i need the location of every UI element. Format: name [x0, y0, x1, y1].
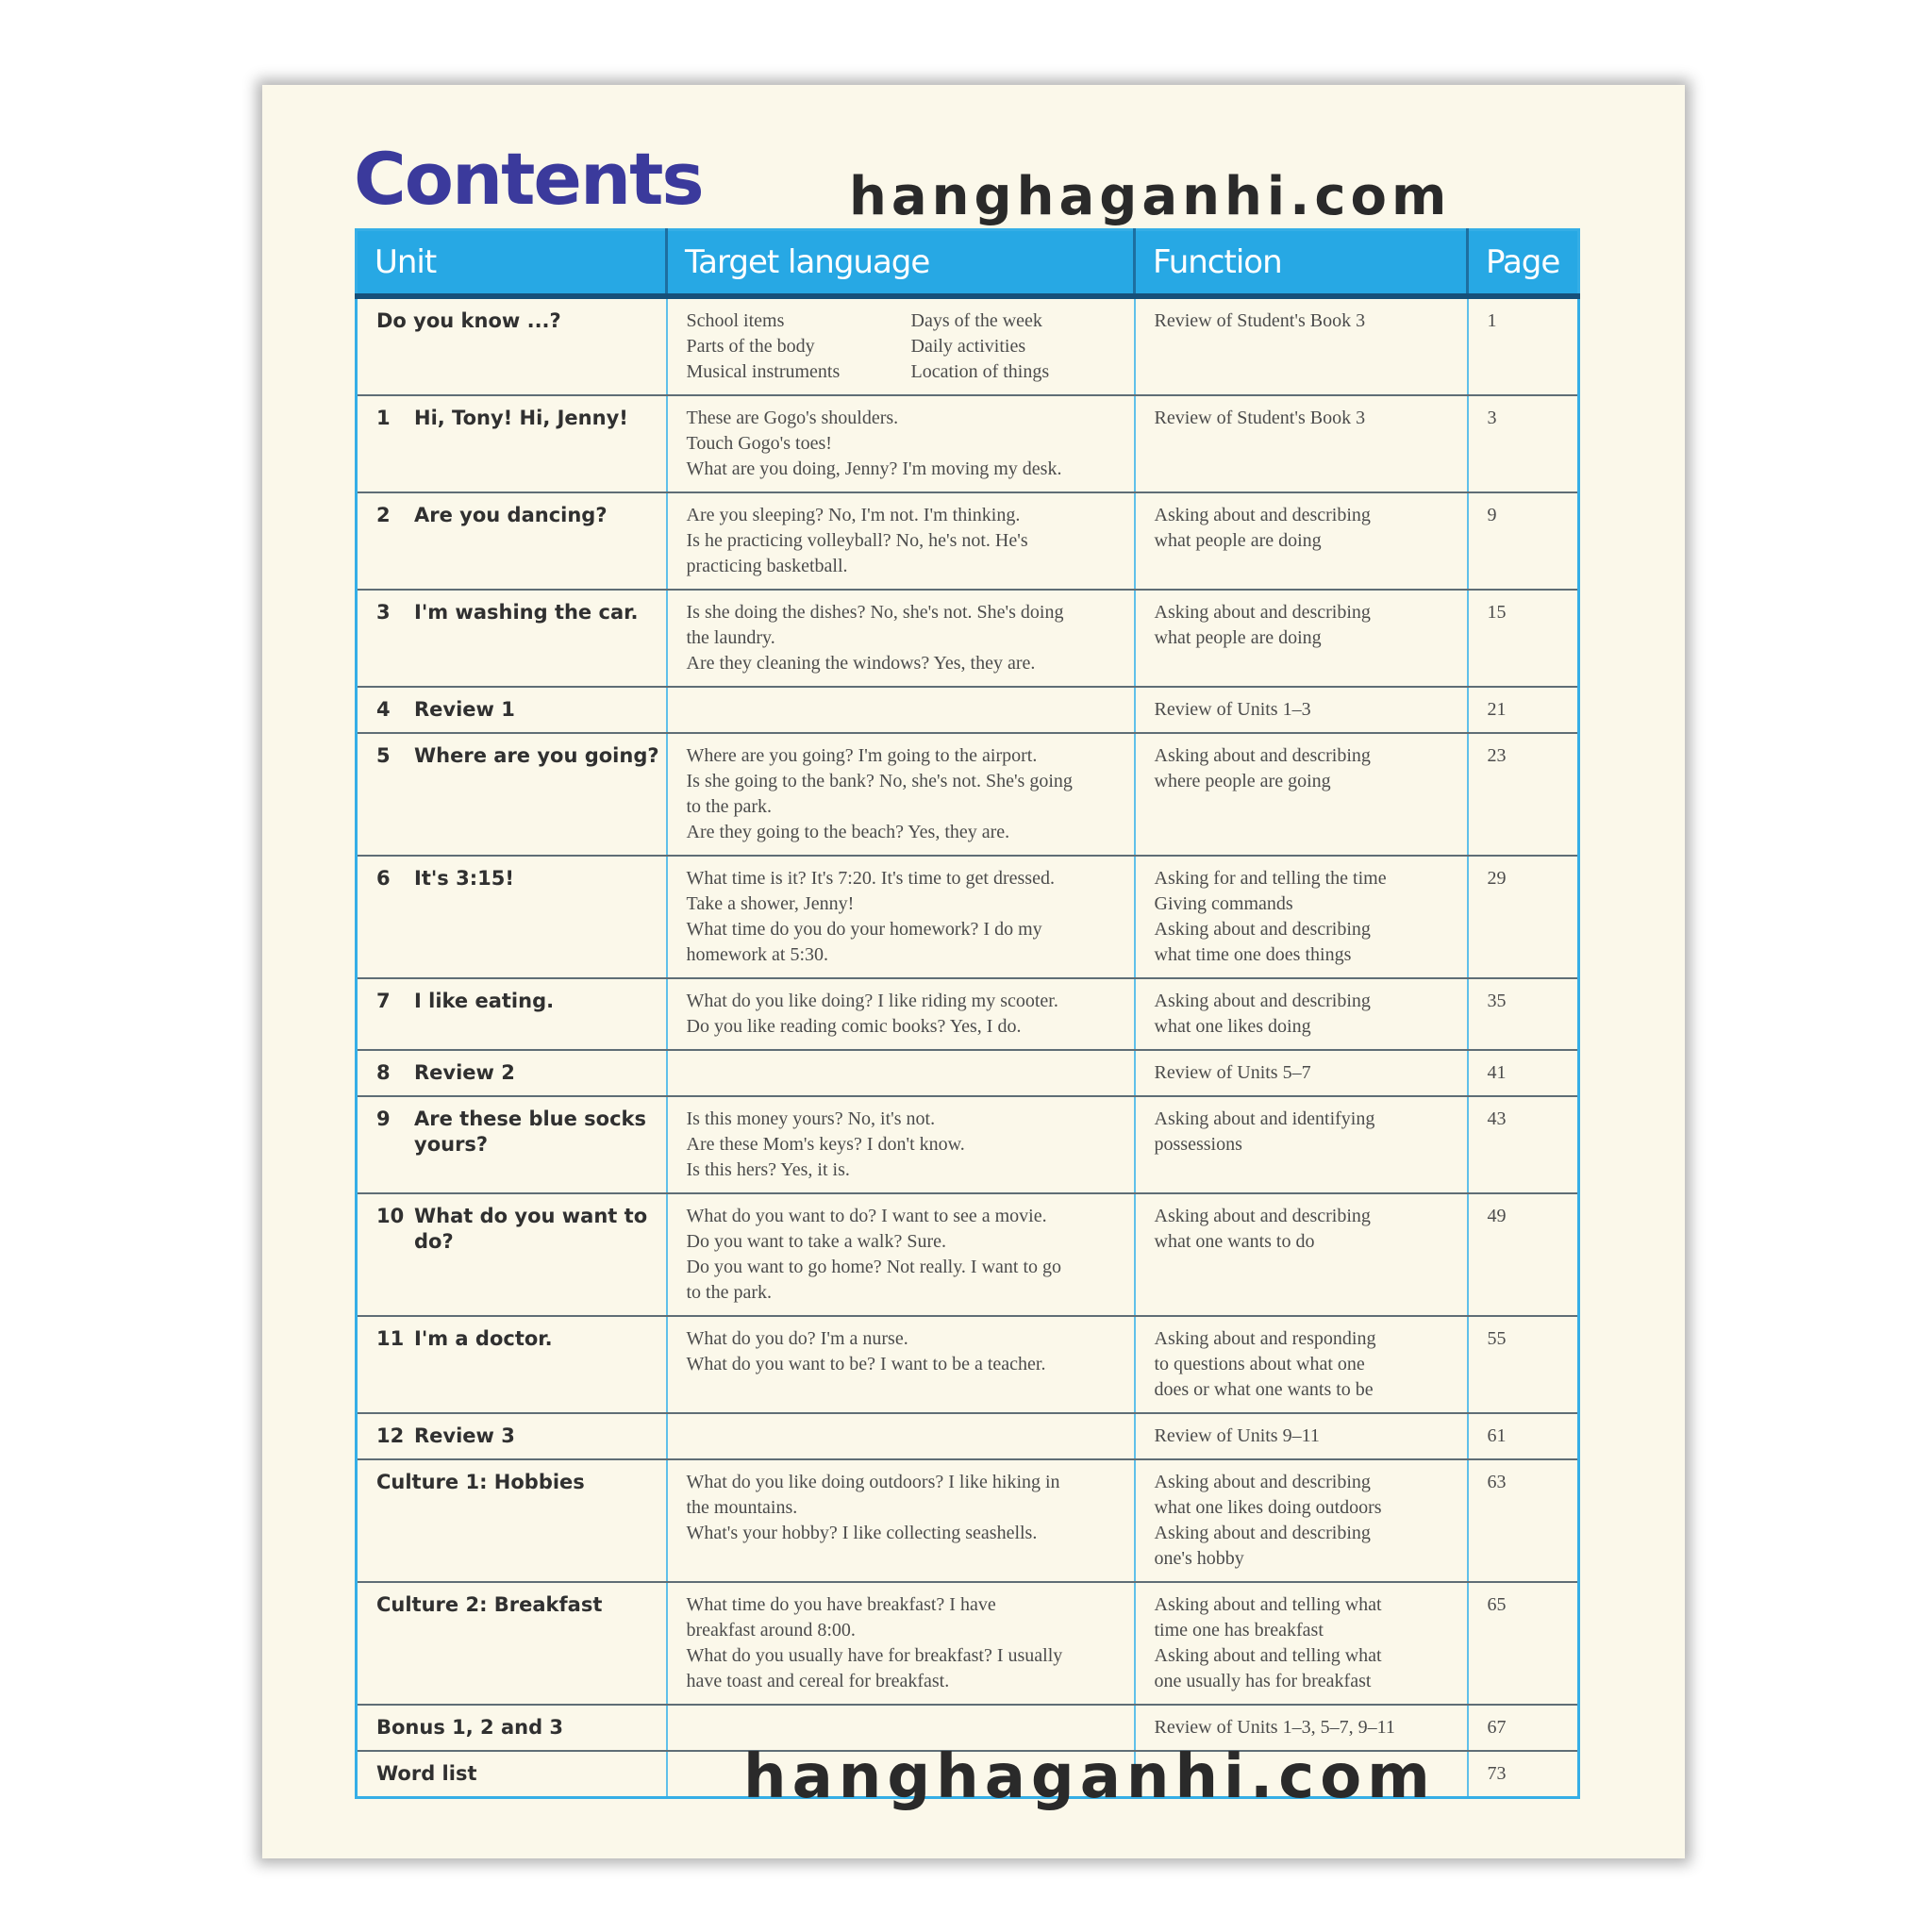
- target-language-line: have toast and cereal for breakfast.: [686, 1671, 950, 1691]
- unit-title: Where are you going?: [414, 744, 659, 767]
- target-language-line: What do you like doing outdoors? I like hiking in: [686, 1472, 1060, 1492]
- page-number-cell: 21: [1468, 687, 1579, 733]
- function-line: what one wants to do: [1154, 1231, 1315, 1252]
- function-line: Asking about and identifying: [1154, 1108, 1375, 1129]
- function-cell: [1135, 1050, 1468, 1096]
- function-cell: [1135, 1582, 1468, 1705]
- table-row: [357, 1096, 1579, 1193]
- function-cell: [1135, 1096, 1468, 1193]
- unit-cell: [357, 1316, 667, 1413]
- target-language-cell: [667, 733, 1135, 856]
- target-language-line: homework at 5:30.: [686, 944, 829, 965]
- table-row: [357, 395, 1579, 492]
- function-line: what people are doing: [1154, 627, 1322, 648]
- unit-number: 1: [376, 407, 391, 429]
- contents-body: [357, 296, 1579, 1798]
- unit-cell: [357, 1459, 667, 1582]
- target-language-line: Do you want to go home? Not really. I want to go: [686, 1257, 1062, 1277]
- page-number-cell: 43: [1468, 1096, 1579, 1193]
- unit-title: Are you dancing?: [414, 504, 608, 526]
- table-row: [357, 1459, 1579, 1582]
- page-number-cell: 1: [1468, 296, 1579, 395]
- header-row: [357, 230, 1579, 297]
- function-line: Asking about and describing: [1154, 602, 1371, 623]
- function-line: Asking about and describing: [1154, 505, 1371, 525]
- table-row: [357, 590, 1579, 687]
- function-line: what one likes doing: [1154, 1016, 1311, 1037]
- function-cell: [1135, 492, 1468, 590]
- unit-cell: [357, 1751, 667, 1798]
- unit-title: Review 3: [414, 1424, 515, 1447]
- unit-number: 11: [376, 1327, 405, 1350]
- function-line: Asking about and telling what: [1154, 1645, 1382, 1666]
- target-language-line: Is she going to the bank? No, she's not. She's going: [686, 771, 1073, 791]
- function-line: time one has breakfast: [1154, 1620, 1324, 1641]
- unit-cell: [357, 978, 667, 1050]
- unit-title: What do you want to do?: [414, 1205, 648, 1253]
- target-language-line: What do you usually have for breakfast? I usually: [686, 1645, 1063, 1666]
- unit-number: 12: [376, 1424, 405, 1447]
- header-function: Function: [1135, 230, 1468, 297]
- target-language-line: Is he practicing volleyball? No, he's not. He's: [686, 530, 1028, 551]
- function-line: Review of Units 1–3, 5–7, 9–11: [1154, 1717, 1395, 1738]
- function-cell: [1135, 687, 1468, 733]
- function-line: does or what one wants to be: [1154, 1379, 1374, 1400]
- target-language-cell: [667, 978, 1135, 1050]
- target-language-line: Take a shower, Jenny!: [686, 893, 855, 914]
- table-row: [357, 978, 1579, 1050]
- unit-cell: [357, 1413, 667, 1459]
- page-number-cell: 67: [1468, 1705, 1579, 1751]
- table-row: [357, 1413, 1579, 1459]
- target-language-line: What time do you have breakfast? I have: [686, 1594, 996, 1615]
- target-language-line: the laundry.: [686, 627, 775, 648]
- unit-cell: [357, 1193, 667, 1316]
- function-line: Review of Student's Book 3: [1154, 310, 1366, 331]
- target-language-cell: [667, 590, 1135, 687]
- function-line: Asking for and telling the time: [1154, 868, 1387, 889]
- target-language-cell: [667, 492, 1135, 590]
- header-page: Page: [1468, 230, 1579, 297]
- unit-cell: [357, 687, 667, 733]
- target-language-cell: [667, 1459, 1135, 1582]
- target-language-cell: [667, 1096, 1135, 1193]
- target-language-line: Are you sleeping? No, I'm not. I'm thinking.: [686, 505, 1021, 525]
- function-line: one usually has for breakfast: [1154, 1671, 1372, 1691]
- unit-number: 5: [376, 744, 391, 767]
- unit-cell: [357, 590, 667, 687]
- unit-cell: [357, 1582, 667, 1705]
- unit-number: 4: [376, 698, 391, 721]
- target-language-line: Parts of the body: [686, 336, 815, 357]
- target-language-line: These are Gogo's shoulders.: [686, 408, 899, 428]
- function-cell: [1135, 1413, 1468, 1459]
- function-line: Asking about and telling what: [1154, 1594, 1382, 1615]
- function-line: Review of Student's Book 3: [1154, 408, 1366, 428]
- target-language-line: to the park.: [686, 1282, 773, 1303]
- page-number-cell: 29: [1468, 856, 1579, 978]
- function-line: Review of Units 1–3: [1154, 699, 1311, 720]
- function-cell: [1135, 1193, 1468, 1316]
- page-number-cell: 73: [1468, 1751, 1579, 1798]
- unit-number: 7: [376, 990, 391, 1012]
- function-line: what people are doing: [1154, 530, 1322, 551]
- target-language-cell: [667, 1413, 1135, 1459]
- target-language-line: Is this hers? Yes, it is.: [686, 1159, 850, 1180]
- target-language-line: the mountains.: [686, 1497, 798, 1518]
- unit-title: Are these blue socks yours?: [414, 1108, 647, 1156]
- target-language-cell: [667, 856, 1135, 978]
- target-language-line: Is this money yours? No, it's not.: [686, 1108, 936, 1129]
- table-row: [357, 296, 1579, 395]
- unit-title: Word list: [376, 1762, 477, 1785]
- contents-table: [355, 228, 1580, 1799]
- target-language-line: Are these Mom's keys? I don't know.: [686, 1134, 965, 1155]
- table-row: [357, 1050, 1579, 1096]
- unit-cell: [357, 1050, 667, 1096]
- unit-title: Hi, Tony! Hi, Jenny!: [414, 407, 628, 429]
- unit-title: Review 2: [414, 1061, 515, 1084]
- target-language-cell: [667, 687, 1135, 733]
- unit-title: Culture 2: Breakfast: [376, 1593, 603, 1616]
- function-line: Review of Units 5–7: [1154, 1062, 1311, 1083]
- page-number-cell: 61: [1468, 1413, 1579, 1459]
- page-title: Contents: [354, 137, 703, 221]
- target-language-cell: [667, 1193, 1135, 1316]
- function-cell: [1135, 590, 1468, 687]
- target-language-line: Where are you going? I'm going to the airport.: [686, 745, 1038, 766]
- function-line: what one likes doing outdoors: [1154, 1497, 1382, 1518]
- watermark-top: hanghaganhi.com: [849, 166, 1452, 227]
- target-language-cell: [667, 1582, 1135, 1705]
- unit-title: I'm a doctor.: [414, 1327, 553, 1350]
- function-line: Asking about and describing: [1154, 1523, 1371, 1543]
- target-language-line: Do you want to take a walk? Sure.: [686, 1231, 946, 1252]
- target-language-line: breakfast around 8:00.: [686, 1620, 856, 1641]
- page-number-cell: 65: [1468, 1582, 1579, 1705]
- page-number-cell: 55: [1468, 1316, 1579, 1413]
- target-language-line: What time is it? It's 7:20. It's time to get dressed.: [686, 868, 1055, 889]
- header-unit: Unit: [357, 230, 667, 297]
- target-language-line: What do you want to be? I want to be a teacher.: [686, 1354, 1046, 1374]
- table-row: [357, 733, 1579, 856]
- function-cell: [1135, 733, 1468, 856]
- function-line: to questions about what one: [1154, 1354, 1365, 1374]
- function-cell: [1135, 296, 1468, 395]
- unit-cell: [357, 1096, 667, 1193]
- page-number-cell: 41: [1468, 1050, 1579, 1096]
- page-number-cell: 23: [1468, 733, 1579, 856]
- unit-title: Do you know ...?: [376, 309, 561, 332]
- target-language-line: School items: [686, 310, 785, 331]
- target-language-line: Location of things: [910, 361, 1050, 382]
- unit-number: 2: [376, 504, 391, 526]
- target-language-line: What do you want to do? I want to see a movie.: [686, 1206, 1047, 1226]
- unit-title: Culture 1: Hobbies: [376, 1471, 585, 1493]
- function-line: possessions: [1154, 1134, 1242, 1155]
- function-cell: [1135, 978, 1468, 1050]
- target-language-line: Do you like reading comic books? Yes, I do.: [686, 1016, 1022, 1037]
- unit-title: It's 3:15!: [414, 867, 514, 890]
- contents-page: [262, 85, 1685, 1858]
- function-line: Asking about and describing: [1154, 919, 1371, 940]
- function-cell: [1135, 1316, 1468, 1413]
- page-number-cell: 15: [1468, 590, 1579, 687]
- function-line: Asking about and responding: [1154, 1328, 1376, 1349]
- table-row: [357, 687, 1579, 733]
- target-language-line: Is she doing the dishes? No, she's not. She's doing: [686, 602, 1064, 623]
- unit-number: 6: [376, 867, 391, 890]
- target-language-line: Touch Gogo's toes!: [686, 433, 832, 454]
- target-language-cell: [667, 395, 1135, 492]
- page-number-cell: 3: [1468, 395, 1579, 492]
- unit-title: Review 1: [414, 698, 515, 721]
- unit-cell: [357, 395, 667, 492]
- function-line: Review of Units 9–11: [1154, 1425, 1320, 1446]
- target-language-line: practicing basketball.: [686, 556, 848, 576]
- target-language-line: Are they cleaning the windows? Yes, they are.: [686, 653, 1036, 674]
- table-row: [357, 1316, 1579, 1413]
- function-line: Asking about and describing: [1154, 1472, 1371, 1492]
- target-language-cell: [667, 1316, 1135, 1413]
- table-row: [357, 1193, 1579, 1316]
- unit-number: 10: [376, 1205, 405, 1227]
- unit-number: 3: [376, 601, 391, 624]
- function-line: Asking about and describing: [1154, 991, 1371, 1011]
- function-cell: [1135, 856, 1468, 978]
- target-language-line: What do you like doing? I like riding my scooter.: [686, 991, 1058, 1011]
- function-line: Asking about and describing: [1154, 745, 1371, 766]
- page-number-cell: 49: [1468, 1193, 1579, 1316]
- target-language-line: What time do you do your homework? I do my: [686, 919, 1042, 940]
- function-line: what time one does things: [1154, 944, 1352, 965]
- function-line: where people are going: [1154, 771, 1331, 791]
- unit-title: I'm washing the car.: [414, 601, 639, 624]
- target-language-line: Are they going to the beach? Yes, they are.: [686, 822, 1010, 842]
- page-number-cell: 35: [1468, 978, 1579, 1050]
- function-line: Giving commands: [1154, 893, 1293, 914]
- target-language-line: Days of the week: [910, 310, 1042, 331]
- function-cell: [1135, 1459, 1468, 1582]
- header-target-language: Target language: [667, 230, 1135, 297]
- target-language-line: What do you do? I'm a nurse.: [686, 1328, 908, 1349]
- target-language-line: What are you doing, Jenny? I'm moving my desk.: [686, 458, 1062, 479]
- unit-number: 8: [376, 1061, 391, 1084]
- function-line: Asking about and describing: [1154, 1206, 1371, 1226]
- unit-cell: [357, 492, 667, 590]
- page-number-cell: 63: [1468, 1459, 1579, 1582]
- target-language-line: Musical instruments: [686, 361, 841, 382]
- function-cell: [1135, 395, 1468, 492]
- unit-number: 9: [376, 1108, 391, 1130]
- unit-cell: [357, 296, 667, 395]
- target-language-line: What's your hobby? I like collecting seashells.: [686, 1523, 1038, 1543]
- unit-cell: [357, 1705, 667, 1751]
- unit-cell: [357, 856, 667, 978]
- target-language-cell: [667, 1050, 1135, 1096]
- table-row: [357, 856, 1579, 978]
- unit-title: Bonus 1, 2 and 3: [376, 1716, 564, 1739]
- target-language-cell: [667, 296, 1135, 395]
- watermark-bottom: hanghaganhi.com: [743, 1742, 1436, 1812]
- table-row: [357, 1582, 1579, 1705]
- table-row: [357, 492, 1579, 590]
- target-language-line: Daily activities: [910, 336, 1026, 357]
- target-language-line: to the park.: [686, 796, 773, 817]
- function-line: one's hobby: [1154, 1548, 1244, 1569]
- unit-title: I like eating.: [414, 990, 555, 1012]
- page-number-cell: 9: [1468, 492, 1579, 590]
- unit-cell: [357, 733, 667, 856]
